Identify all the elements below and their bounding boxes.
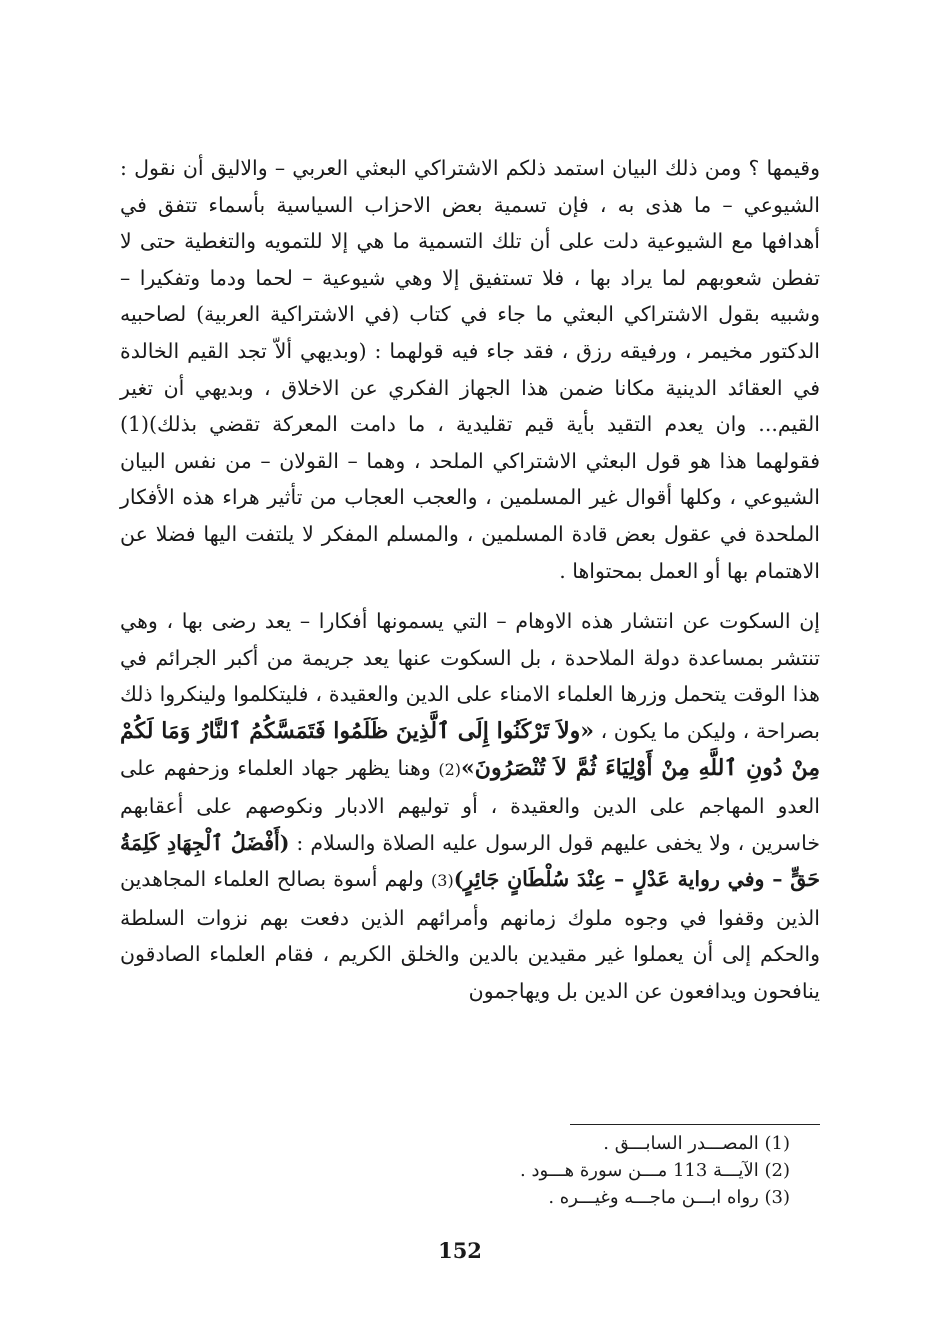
footnote-1: (1) المصـــدر السابـــق .: [603, 1133, 790, 1154]
paragraph-2-closing: ولهم أسوة بصالح العلماء المجاهدين الذين وقفوا في وجوه ملوك زمانهم وأمرائهم الذين دفعت بهم نزوات السلطة والحكم إلى أن يعملوا غير مقيدين بالدين والخلق الكريم ، فقام العلماء الصادقون ينافحون ويدافعون عن الدين بل ويهاجمون: [120, 867, 820, 1004]
paragraph-1: [120, 150, 820, 589]
page-number: 152: [438, 1238, 482, 1263]
main-text: [120, 150, 820, 1010]
paragraph-2: [120, 603, 820, 1010]
paragraph-1-text: وقيمها ؟ ومن ذلك البيان استمد ذلكم الاشتراكي البعثي العربي – والاليق أن نقول : الشيوعي – ما هذى به ، فإن تسمية بعض الاحزاب السياسية بأسماء تتفق في أهدافها مع الشيوعية دلت على أن تلك التسمية ما هي إلا للتمويه والتغطية حتى لا تفطن شعوبهم لما يراد بها ، فلا تستفيق إلا وهي شيوعية – لحما ودما وتفكيرا – وشبيه بقول الاشتراكي البعثي ما جاء في كتاب (في الاشتراكية العربية) لصاحبيه الدكتور مخيمر ، ورفيقه رزق ، فقد جاء فيه قولهما : (وبديهي ألاّ تجد القيم الخالدة في العقائد الدينية مكانا ضمن هذا الجهاز الفكري عن الاخلاق ، وبديهي أن تغير القيم... وان يعدم التقيد بأية قيم تقليدية ، ما دامت المعركة تقضي بذلك)(1) فقولهما هذا هو قول البعثي الاشتراكي الملحد ، وهما – القولان – من نفس البيان الشيوعي ، وكلها أقوال غير المسلمين ، والعجب العجاب من تأثير هراء هذه الأفكار الملحدة في عقول بعض قادة المسلمين ، والمسلم المفكر لا يلتفت اليها فضلا عن الاهتمام بها أو العمل بمحتواها .: [120, 156, 820, 583]
footnote-3: (3) رواه ابـــن ماجـــه وغيـــره .: [548, 1187, 790, 1208]
footnotes: [360, 1130, 790, 1211]
paragraph-2-opening: إن السكوت عن انتشار هذه الاوهام – التي يسمونها أفكارا – يعد رضى بها ، وهي تنتشر بمساعدة دولة الملاحدة ، بل السكوت عنها يعد جريمة من أكبر الجرائم في هذا الوقت يتحمل وزرها العلماء الامناء على الدين والعقيدة ، فليتكلموا ولينكروا ذلك بصراحة ، وليكن ما يكون ،: [120, 609, 821, 743]
footnote-2: (2) الآيـــة 113 مـــن سورة هـــود .: [520, 1160, 790, 1181]
footnote-ref-3: (3): [431, 871, 454, 891]
paragraph-2-middle: وهنا يظهر جهاد العلماء وزحفهم على العدو المهاجم على الدين والعقيدة ، أو توليهم الادبار ونكوصهم على أعقابهم خاسرين ، ولا يخفى عليهم قول الرسول عليه الصلاة والسلام :: [120, 755, 821, 855]
quran-verse: «ولاَ تَرْكَنُوا إِلَى ٱلَّذِينَ ظَلَمُوا فَتَمَسَّكُمُ ٱلنَّارُ وَمَا لَكُمْ مِنْ دُونِ ٱللَّهِ مِنْ أَوْلِيَاءَ ثُمَّ لاَ تُنْصَرُونَ»: [120, 717, 821, 781]
footnote-divider: [570, 1124, 820, 1125]
hadith-quote: (أَفْضَلُ ٱلْجِهَادِ كَلِمَةُ حَقٍّ – وفي رواية عَدْلٍ – عِنْدَ سُلْطَانٍ جَائِرٍ): [120, 830, 821, 892]
footnote-ref-2: (2): [438, 759, 462, 779]
